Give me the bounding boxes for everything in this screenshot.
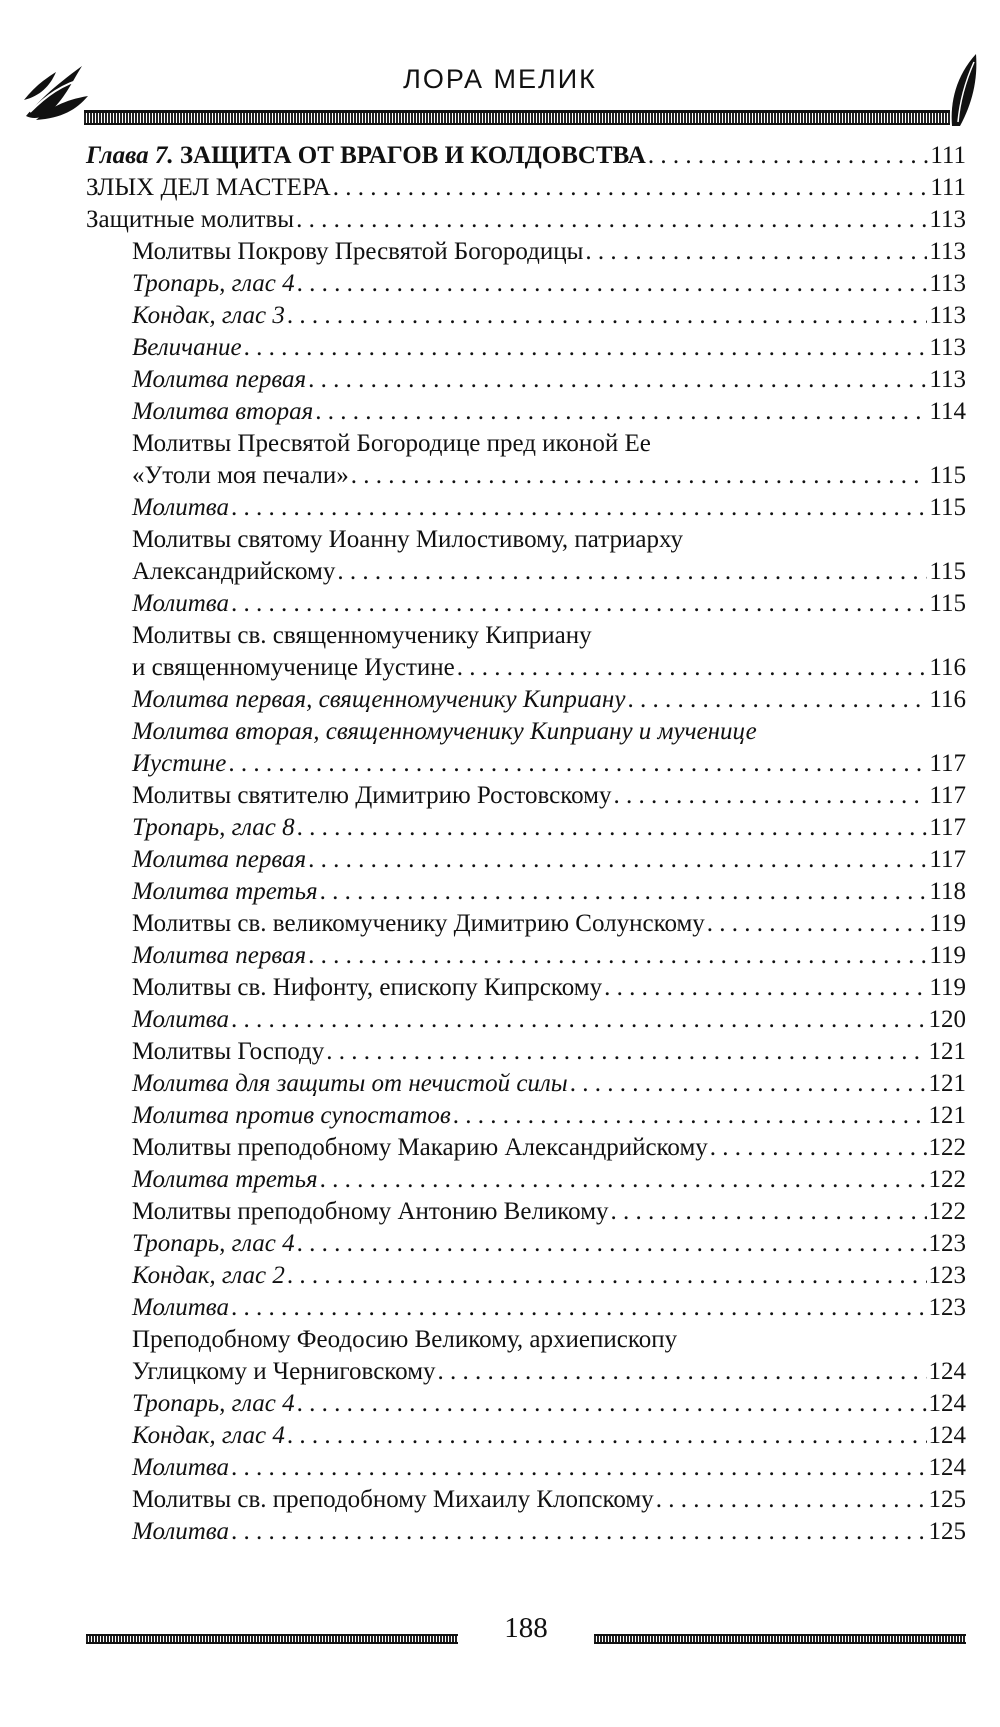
toc-entry <box>86 236 966 268</box>
dot-leader <box>297 812 928 844</box>
dot-leader <box>333 172 929 204</box>
dot-leader <box>296 204 927 236</box>
toc-entry-title: Молитва <box>132 494 229 521</box>
dot-leader <box>627 684 927 716</box>
footer-rule-right <box>594 1634 966 1644</box>
toc-entry <box>86 1164 966 1196</box>
toc-entry-title: Тропарь, глас 4 <box>132 1390 295 1417</box>
toc-entry-title-line: Преподобному Феодосию Великому, архиепископу <box>132 1326 678 1353</box>
page-ref: 121 <box>928 1102 966 1129</box>
dot-leader <box>611 1196 927 1228</box>
dot-leader <box>297 1228 927 1260</box>
leaf-ornament-icon <box>948 52 980 128</box>
toc-entry-title: Молитвы Покрову Пресвятой Богородицы <box>132 238 584 265</box>
page-ref: 111 <box>930 142 966 169</box>
toc-entry <box>86 908 966 940</box>
toc-entry-title: Защитные молитвы <box>86 206 295 233</box>
dot-leader <box>231 1516 927 1548</box>
toc-entry <box>86 1388 966 1420</box>
dot-leader <box>585 236 927 268</box>
toc-entry-title: Молитвы св. преподобному Михаилу Клопскому <box>132 1486 654 1513</box>
toc-entry-title: Кондак, глас 2 <box>132 1262 285 1289</box>
toc-entry-title: Молитвы св. Нифонту, епископу Кипрскому <box>132 974 603 1001</box>
dot-leader <box>297 268 928 300</box>
toc-entry <box>86 300 966 332</box>
toc-entry <box>86 204 966 236</box>
toc-entry-title: Александрийскому <box>132 558 336 585</box>
page-ref: 119 <box>929 974 966 1001</box>
toc-entry-title: Молитва третья <box>132 878 318 905</box>
toc-entry <box>86 844 966 876</box>
page-ref: 115 <box>929 590 966 617</box>
page-ref: 123 <box>928 1230 966 1257</box>
dot-leader <box>231 588 927 620</box>
page-footer <box>86 1612 966 1652</box>
dot-leader <box>287 1260 927 1292</box>
dot-leader <box>570 1068 927 1100</box>
toc-entry-title: Молитвы св. великомученику Димитрию Солунскому <box>132 910 705 937</box>
dot-leader <box>648 140 929 172</box>
page-ref: 120 <box>928 1006 966 1033</box>
page-ref: 119 <box>929 942 966 969</box>
toc-entry <box>86 1196 966 1228</box>
toc-entry <box>86 364 966 396</box>
toc-entry-title: Молитвы преподобному Макарию Александрийскому <box>132 1134 708 1161</box>
toc-entry-title: Углицкому и Черниговскому <box>132 1358 436 1385</box>
toc-entry <box>86 1452 966 1484</box>
toc-entry <box>86 684 966 716</box>
header-rule <box>84 110 950 125</box>
dot-leader <box>320 876 928 908</box>
toc-entry-title: Тропарь, глас 4 <box>132 1230 295 1257</box>
dot-leader <box>228 748 927 780</box>
toc-entry <box>86 716 966 780</box>
toc-entry <box>86 268 966 300</box>
toc-entry-title: Молитва <box>132 1454 229 1481</box>
page-ref: 125 <box>928 1518 966 1545</box>
toc-entry-title: Молитва против супостатов <box>132 1102 451 1129</box>
toc-entry <box>86 1292 966 1324</box>
dot-leader <box>315 396 927 428</box>
dot-leader <box>710 1132 927 1164</box>
toc-entry <box>86 812 966 844</box>
toc-entry <box>86 972 966 1004</box>
toc-entry <box>86 332 966 364</box>
chapter-label: Глава 7. <box>86 142 174 169</box>
dot-leader <box>438 1356 927 1388</box>
page-ref: 113 <box>929 238 966 265</box>
page-ref: 125 <box>928 1486 966 1513</box>
dot-leader <box>351 460 928 492</box>
toc-entry <box>86 1228 966 1260</box>
toc-entry <box>86 1068 966 1100</box>
page-ref: 122 <box>928 1166 966 1193</box>
page-ref: 115 <box>929 558 966 585</box>
toc-entry <box>86 780 966 812</box>
toc-chapter-entry <box>86 140 966 172</box>
page-ref: 111 <box>930 174 966 201</box>
toc-entry-title-line: Молитвы Пресвятой Богородице пред иконой Ее <box>132 430 651 457</box>
page-ref: 113 <box>929 302 966 329</box>
dot-leader <box>244 332 928 364</box>
page-ref: 124 <box>928 1422 966 1449</box>
page-ref: 123 <box>928 1294 966 1321</box>
page-ref: 124 <box>928 1358 966 1385</box>
toc-entry-title: Тропарь, глас 8 <box>132 814 295 841</box>
running-head: ЛОРА МЕЛИК <box>403 64 597 94</box>
dot-leader <box>297 1388 927 1420</box>
toc-entry-title: Молитва первая, священномученику Киприану <box>132 686 626 713</box>
toc-entry-title: Молитва для защиты от нечистой силы <box>132 1070 568 1097</box>
toc-entry-title: Молитвы Господу <box>132 1038 325 1065</box>
toc-entry <box>86 1004 966 1036</box>
page-ref: 117 <box>929 782 966 809</box>
toc-entry-title: Молитвы святителю Димитрию Ростовскому <box>132 782 612 809</box>
page-ref: 115 <box>929 462 966 489</box>
toc-entry-title: Молитва <box>132 1294 229 1321</box>
toc-entry <box>86 588 966 620</box>
toc-entry-title: Молитва первая <box>132 942 307 969</box>
page-ref: 117 <box>929 750 966 777</box>
dot-leader <box>308 364 927 396</box>
toc-entry-title: Молитва <box>132 1518 229 1545</box>
toc-entry-title-line: Молитвы св. священномученику Киприану <box>132 622 592 649</box>
dot-leader <box>231 1452 927 1484</box>
toc-entry <box>86 396 966 428</box>
chapter-title: ЗАЩИТА ОТ ВРАГОВ И КОЛДОВСТВА <box>179 142 646 169</box>
toc-entry <box>86 428 966 492</box>
toc-entry-title: Молитвы преподобному Антонию Великому <box>132 1198 609 1225</box>
toc-entry <box>86 620 966 684</box>
toc-entry <box>86 1132 966 1164</box>
dot-leader <box>231 1292 927 1324</box>
page-ref: 114 <box>929 398 966 425</box>
toc-entry-title: Иустине <box>132 750 227 777</box>
toc-entry-title-line: Молитва вторая, священномученику Киприану и мученице <box>132 718 757 745</box>
toc-entry <box>86 524 966 588</box>
page-ref: 117 <box>929 814 966 841</box>
toc-entry <box>86 1484 966 1516</box>
dot-leader <box>707 908 928 940</box>
dot-leader <box>337 556 927 588</box>
toc-entry-title-line: Молитвы святому Иоанну Милостивому, патриарху <box>132 526 683 553</box>
dot-leader <box>231 492 927 524</box>
page-ref: 117 <box>929 846 966 873</box>
dot-leader <box>287 1420 927 1452</box>
dot-leader <box>604 972 927 1004</box>
toc-entry-title: Величание <box>132 334 242 361</box>
toc-entry-title: Молитва первая <box>132 846 307 873</box>
page-ref: 122 <box>928 1134 966 1161</box>
toc-entry <box>86 940 966 972</box>
toc-entry <box>86 492 966 524</box>
page-ref: 121 <box>928 1070 966 1097</box>
dot-leader <box>613 780 927 812</box>
dot-leader <box>308 940 927 972</box>
page-ref: 121 <box>928 1038 966 1065</box>
page-ref: 113 <box>929 366 966 393</box>
page-number: 188 <box>504 1612 548 1644</box>
dot-leader <box>453 1100 927 1132</box>
toc-entry <box>86 1516 966 1548</box>
page-ref: 119 <box>929 910 966 937</box>
page-ref: 116 <box>929 654 966 681</box>
toc-entry <box>86 1324 966 1388</box>
toc-entry-title: Молитва <box>132 1006 229 1033</box>
toc-entry-title: Молитва <box>132 590 229 617</box>
page-ref: 124 <box>928 1454 966 1481</box>
toc-entry <box>86 1036 966 1068</box>
dot-leader <box>457 652 928 684</box>
toc-entry-title: Кондак, глас 3 <box>132 302 285 329</box>
toc-entry-title: Тропарь, глас 4 <box>132 270 295 297</box>
dot-leader <box>656 1484 927 1516</box>
dot-leader <box>231 1004 927 1036</box>
dot-leader <box>326 1036 926 1068</box>
page-ref: 113 <box>929 334 966 361</box>
toc-entry-title: ЗЛЫХ ДЕЛ МАСТЕРА <box>86 174 331 201</box>
toc-entry <box>86 1260 966 1292</box>
toc-entry <box>86 1100 966 1132</box>
dot-leader <box>287 300 928 332</box>
toc-entry <box>86 1420 966 1452</box>
toc-entry-title: Молитва третья <box>132 1166 318 1193</box>
page-ref: 113 <box>929 270 966 297</box>
toc-entry-title: и священномученице Иустине <box>132 654 455 681</box>
dot-leader <box>308 844 927 876</box>
page-header <box>22 52 978 132</box>
page-ref: 118 <box>929 878 966 905</box>
toc-entry-title: Молитва вторая <box>132 398 314 425</box>
table-of-contents <box>86 140 966 1548</box>
page-ref: 124 <box>928 1390 966 1417</box>
toc-entry-title: Молитва первая <box>132 366 307 393</box>
page-ref: 123 <box>928 1262 966 1289</box>
dot-leader <box>320 1164 927 1196</box>
page-ref: 122 <box>928 1198 966 1225</box>
toc-entry <box>86 876 966 908</box>
page-ref: 113 <box>929 206 966 233</box>
toc-entry <box>86 172 966 204</box>
page-ref: 116 <box>929 686 966 713</box>
page-ref: 115 <box>929 494 966 521</box>
toc-entry-title: «Утоли моя печали» <box>132 462 349 489</box>
toc-entry-title: Кондак, глас 4 <box>132 1422 285 1449</box>
